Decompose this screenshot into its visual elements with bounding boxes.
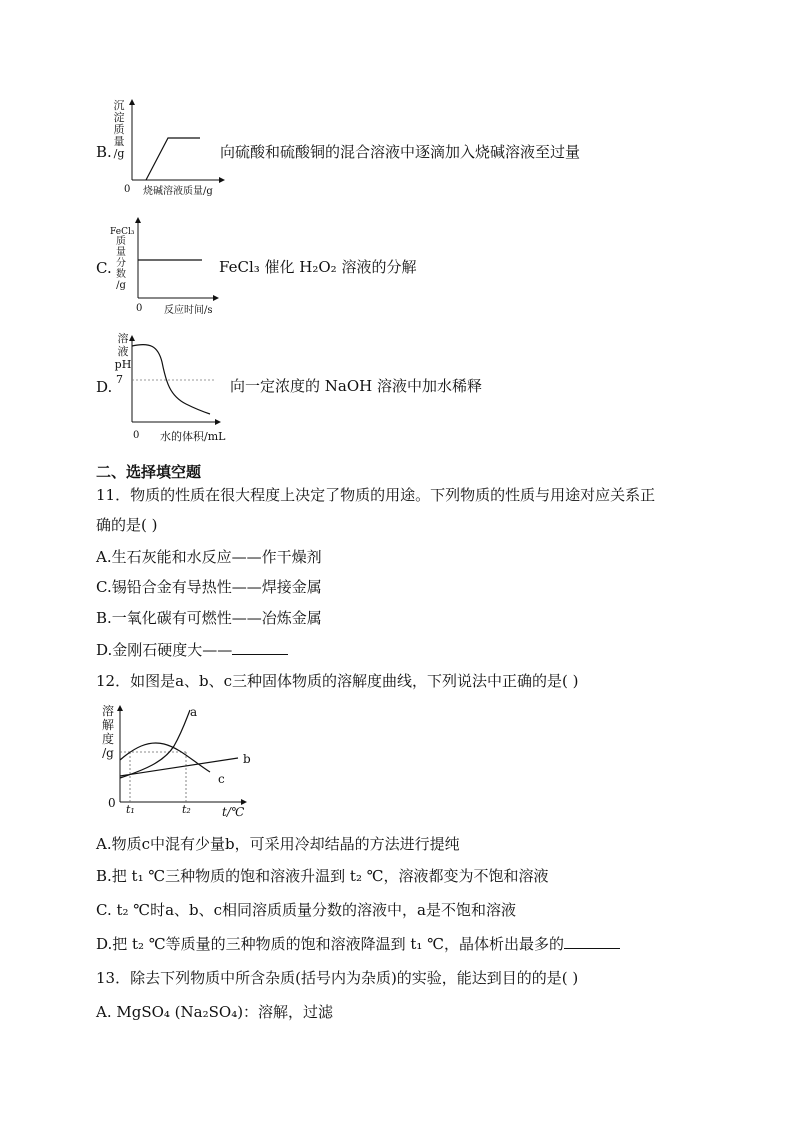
q12-graph-ylabel: 溶 解 度 /g [101, 704, 114, 760]
q12-t1-label: t₁ [126, 803, 135, 816]
option-d-letter: D. [96, 378, 113, 396]
q12-option-c: C. t₂ ℃时a、b、c相同溶质质量分数的溶液中，a是不饱和溶液 [96, 901, 516, 919]
option-b-graph [120, 96, 230, 188]
option-d-curve [132, 345, 210, 414]
q12-curve-c [120, 743, 210, 772]
q12-solubility-graph [114, 702, 264, 812]
option-d-tick-7: 7 [116, 373, 123, 386]
q11-option-c: C.锡铅合金有导热性——焊接金属 [96, 578, 322, 596]
option-c-ylabel: 质 量 分 数 /g [116, 236, 126, 291]
q11-option-d-text: D.金刚石硬度大—— [96, 641, 233, 659]
q13-stem: 13．除去下列物质中所含杂质(括号内为杂质)的实验，能达到目的的是( ) [96, 969, 579, 987]
option-c-description: FeCl₃ 催化 H₂O₂ 溶液的分解 [219, 258, 417, 276]
option-c-xlabel: 反应时间/s [164, 305, 213, 316]
q12-option-b: B.把 t₁ ℃三种物质的饱和溶液升温到 t₂ ℃，溶液都变为不饱和溶液 [96, 867, 549, 885]
option-d-origin: 0 [133, 430, 140, 441]
option-c-letter: C. [96, 259, 112, 277]
q12-option-d [96, 934, 620, 954]
section-title: 二、选择填空题 [96, 463, 202, 481]
q13-option-a: A. MgSO₄ (Na₂SO₄)：溶解，过滤 [96, 1003, 334, 1021]
option-d-xlabel: 水的体积/mL [160, 430, 226, 443]
q12-option-d-text: D.把 t₂ ℃等质量的三种物质的饱和溶液降温到 t₁ ℃，晶体析出最多的 [96, 935, 564, 953]
option-b-ylabel: 沉 淀 质 量 /g [113, 99, 125, 160]
option-c-origin: 0 [136, 303, 143, 314]
q12-xlabel: t/℃ [222, 805, 245, 819]
option-d-ylabel: 溶 液 pH [114, 332, 132, 371]
option-c-graph [128, 214, 224, 304]
q11-stem-line1: 11．物质的性质在很大程度上决定了物质的用途。下列物质的性质与用途对应关系正 [96, 486, 656, 504]
q12-label-a: a [190, 705, 198, 719]
q12-origin: 0 [108, 796, 116, 810]
option-b-xlabel: 烧碱溶液质量/g [143, 186, 213, 197]
q12-answer-blank[interactable] [564, 934, 620, 949]
option-d-description: 向一定浓度的 NaOH 溶液中加水稀释 [230, 377, 482, 395]
option-c-ylabel-top: FeCl₃ [110, 227, 135, 237]
q12-curve-a [120, 710, 190, 778]
option-b-origin: 0 [124, 184, 131, 195]
q11-option-d [96, 640, 288, 660]
q12-label-c: c [218, 772, 225, 786]
q12-t2-label: t₂ [182, 803, 191, 816]
q11-stem-line2: 确的是( ) [96, 516, 158, 534]
q11-option-a: A.生石灰能和水反应——作干燥剂 [96, 548, 322, 566]
option-b-letter: B. [96, 143, 112, 161]
option-d-graph [124, 332, 224, 432]
option-b-curve [146, 138, 200, 180]
option-b-description: 向硫酸和硫酸铜的混合溶液中逐滴加入烧碱溶液至过量 [220, 143, 581, 161]
q12-stem: 12．如图是a、b、c三种固体物质的溶解度曲线，下列说法中正确的是( ) [96, 672, 579, 690]
q11-option-b: B.一氧化碳有可燃性——冶炼金属 [96, 609, 322, 627]
q12-option-a: A.物质c中混有少量b，可采用冷却结晶的方法进行提纯 [96, 835, 460, 853]
q11-answer-blank[interactable] [232, 640, 288, 655]
q12-label-b: b [243, 752, 251, 766]
